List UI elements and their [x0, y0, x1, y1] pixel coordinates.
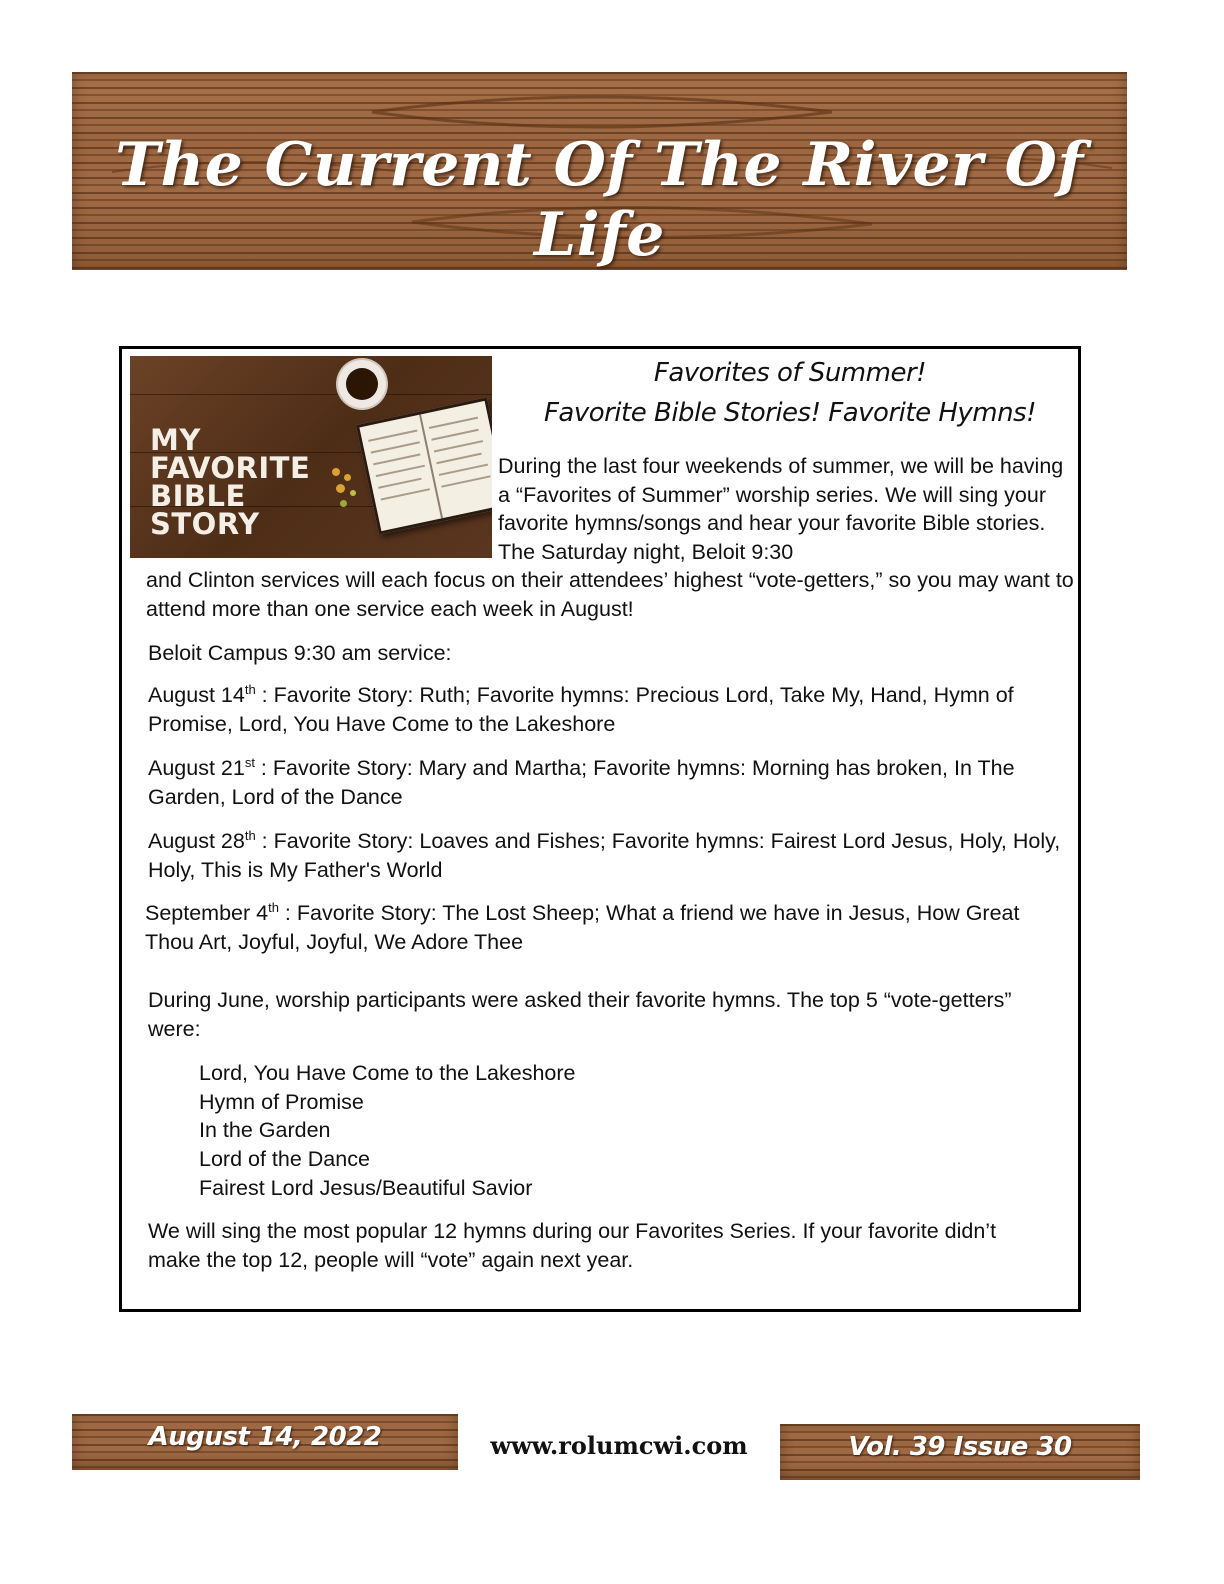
service-details: : Favorite Story: Loaves and Fishes; Favorite hymns: Fairest Lord Jesus, Holy, Holy, Holy, This is My Father's World: [148, 829, 1061, 882]
intro-paragraph: During the last four weekends of summer, we will be having a “Favorites of Summer” worship series. We will sing your favorite hymns/songs and hear your favorite Bible stories. The Saturday night, Beloit 9:30: [498, 454, 1064, 564]
list-item: Lord, You Have Come to the Lakeshore: [199, 1061, 576, 1085]
date-suffix: st: [244, 754, 255, 770]
list-item: Lord of the Dance: [199, 1147, 370, 1172]
date-suffix: th: [244, 827, 256, 843]
coffee-cup-icon: [338, 360, 386, 408]
favorite-bible-story-image: [130, 356, 492, 558]
newsletter-title: The Current Of The River Of Life: [115, 130, 1084, 270]
volume-issue: Vol. 39 Issue 30: [848, 1432, 1072, 1462]
image-caption-line: FAVORITE: [150, 451, 311, 485]
service-entry: [148, 681, 1068, 738]
image-caption-line: STORY: [150, 507, 260, 541]
service-details: : Favorite Story: Ruth; Favorite hymns: Precious Lord, Take My, Hand, Hymn of Promise, Lord, You Have Come to the Lakeshore: [148, 683, 1014, 736]
service-details: : Favorite Story: The Lost Sheep; What a friend we have in Jesus, How Great Thou Art, Joyful, Joyful, We Adore Thee: [145, 901, 1020, 954]
service-details: : Favorite Story: Mary and Martha; Favorite hymns: Morning has broken, In The Garden, Lord of the Dance: [148, 756, 1015, 809]
image-caption-line: BIBLE: [150, 479, 246, 513]
article-subheading: Favorite Bible Stories! Favorite Hymns!: [543, 398, 1037, 428]
article-heading: Favorites of Summer!: [653, 358, 927, 388]
list-item: Hymn of Promise: [199, 1089, 364, 1114]
intro-paragraph-continued: and Clinton services will each focus on their attendees’ highest “vote-getters,” so you may want to attend more than one service each week in August!: [146, 568, 1074, 621]
open-bible-icon: [356, 397, 492, 534]
flowers-icon: [328, 464, 368, 524]
campus-heading: Beloit Campus 9:30 am service:: [148, 641, 452, 665]
list-item: Fairest Lord Jesus/Beautiful Savior: [199, 1175, 533, 1200]
service-date: August 28: [148, 829, 245, 853]
service-date: September 4: [145, 901, 269, 925]
june-survey-paragraph: During June, worship participants were asked their favorite hymns. The top 5 “vote-getters” were:: [148, 988, 1012, 1041]
volume-plank: [780, 1424, 1140, 1480]
issue-date: August 14, 2022: [148, 1422, 382, 1452]
list-item: In the Garden: [199, 1118, 331, 1143]
date-suffix: th: [244, 681, 256, 697]
image-caption: [150, 423, 311, 541]
service-date: August 21: [148, 756, 245, 780]
service-entry: [145, 899, 1065, 956]
service-date: August 14: [148, 683, 245, 707]
service-entry: [148, 754, 1068, 811]
masthead-banner: [72, 72, 1127, 270]
date-plank: [72, 1414, 458, 1470]
service-entry: [148, 827, 1068, 884]
closing-paragraph: We will sing the most popular 12 hymns during our Favorites Series. If your favorite didn’t make the top 12, people will “vote” again next year.: [148, 1219, 997, 1272]
date-suffix: th: [268, 899, 279, 915]
website-link[interactable]: www.rolumcwi.com: [490, 1431, 748, 1460]
top-hymns-list: [199, 1059, 576, 1203]
image-caption-line: MY: [150, 423, 201, 457]
